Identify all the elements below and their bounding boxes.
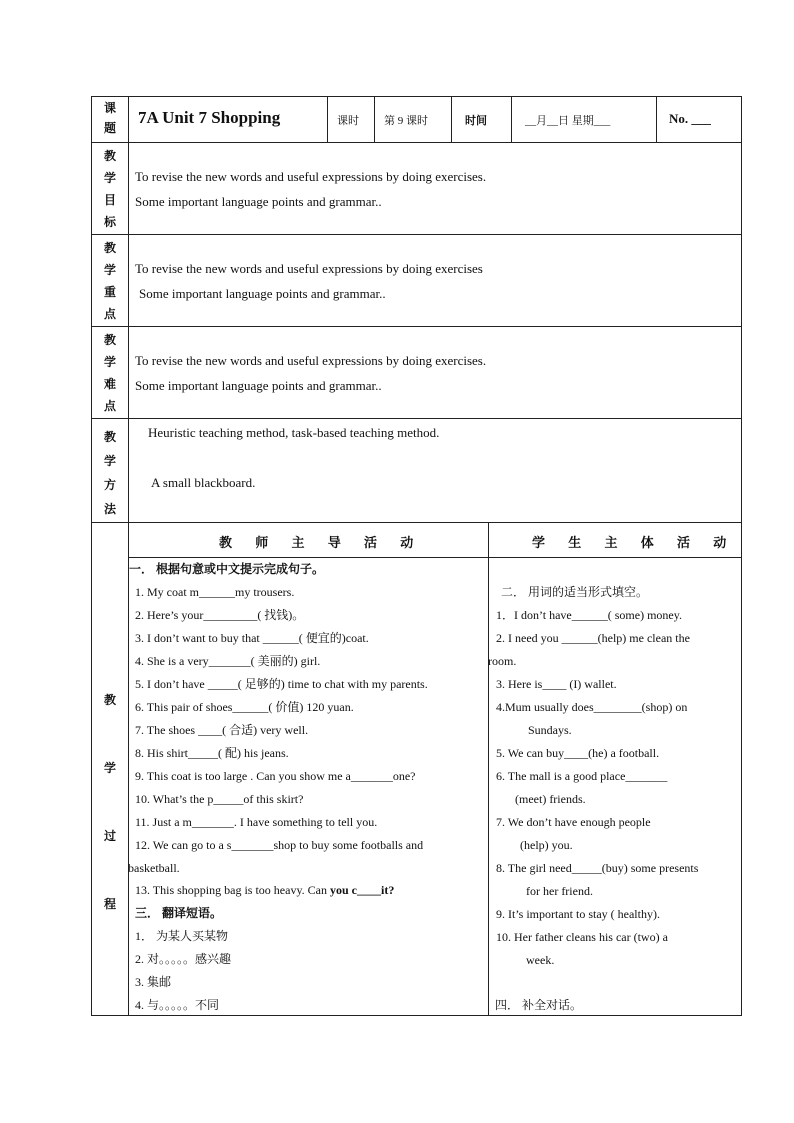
- difficulties-line-1: To revise the new words and useful expressions by doing exercises.: [135, 353, 487, 368]
- difficulties-line-2: Some important language points and grammar..: [135, 378, 382, 393]
- fill-in-item: 9. It’s important to stay ( healthy).: [496, 907, 660, 921]
- student-activity-cell: [488, 557, 742, 1016]
- exercise-item: 7. The shoes ____( 合适) very well.: [135, 723, 309, 737]
- item-13-bold: you c____it?: [330, 883, 395, 897]
- teacher-activity-cell: [128, 557, 489, 1016]
- exercise-item: 6. This pair of shoes______( 价值) 120 yuan.: [135, 700, 354, 714]
- exercise-item: 11. Just a m_______. I have something to tell you.: [135, 815, 378, 829]
- exercise-item: 3. I don’t want to buy that ______( 便宜的)coat.: [135, 631, 369, 645]
- time-label: 时间: [465, 115, 487, 127]
- lesson-plan-table: [91, 96, 742, 1016]
- fill-in-item: 4.Mum usually does________(shop) on: [496, 700, 688, 714]
- fill-in-item: 2. I need you ______(help) me clean the: [496, 631, 690, 645]
- item-13: [135, 883, 394, 898]
- phrase-item: 4. 与。。。。。不同: [135, 998, 220, 1012]
- difficulties-cell: [128, 326, 742, 419]
- fill-in-item: 10. Her father cleans his car (two) a: [496, 930, 668, 944]
- exercise-item: 2. Here’s your_________( 找钱)。: [135, 608, 305, 622]
- teacher-activity-header: 教 师 主 导 活 动: [219, 535, 424, 550]
- key-points-line-1: To revise the new words and useful expressions by doing exercises: [135, 261, 483, 276]
- fill-in-item: 8. The girl need_____(buy) some presents: [496, 861, 699, 875]
- key-points-line-2: Some important language points and grammar..: [139, 286, 386, 301]
- objectives-line-1: To revise the new words and useful expressions by doing exercises.: [135, 169, 487, 184]
- part4-title: 四． 补全对话。: [495, 998, 583, 1012]
- key-points-label: 教学重点: [103, 241, 116, 321]
- exercise-item: basketball.: [128, 861, 180, 875]
- fill-in-item: 5. We can buy____(he) a football.: [496, 746, 660, 760]
- student-activity-header: 学 生 主 体 活 动: [532, 535, 737, 550]
- exercise-item: 10. What’s the p_____of this skirt?: [135, 792, 304, 806]
- part1-title: 一． 根据句意或中文提示完成句子。: [129, 562, 325, 576]
- fill-in-item: week.: [526, 953, 555, 967]
- fill-in-item: 3. Here is____ (I) wallet.: [496, 677, 617, 691]
- phrase-item: 1． 为某人买某物: [135, 929, 229, 943]
- fill-in-item: 1．I don’t have______( some) money.: [496, 608, 682, 622]
- exercise-item: 9. This coat is too large . Can you show me a_______one?: [135, 769, 416, 783]
- methods-line-1: Heuristic teaching method, task-based teaching method.: [148, 425, 440, 440]
- phrase-item: 3. 集邮: [135, 975, 172, 989]
- fill-in-item: 7. We don’t have enough people: [496, 815, 651, 829]
- objectives-label: 教学目标: [103, 149, 116, 229]
- objectives-line-2: Some important language points and grammar..: [135, 194, 382, 209]
- fill-in-item: (meet) friends.: [515, 792, 586, 806]
- part3-title: 三． 翻译短语。: [135, 906, 223, 920]
- methods-label: 教学方法: [103, 430, 116, 516]
- number-label: No. ___: [669, 111, 711, 126]
- objectives-cell: [128, 142, 742, 235]
- fill-in-item: 6. The mall is a good place_______: [496, 769, 668, 783]
- exercise-item: 5. I don’t have _____( 足够的) time to chat with my parents.: [135, 677, 428, 691]
- fill-in-item: for her friend.: [526, 884, 593, 898]
- difficulties-label: 教学难点: [103, 333, 116, 413]
- exercise-item: 4. She is a very_______( 美丽的) girl.: [135, 654, 321, 668]
- phrase-item: 2. 对。。。。。感兴趣: [135, 952, 232, 966]
- fill-in-item: (help) you.: [520, 838, 573, 852]
- exercise-item: 1. My coat m______my trousers.: [135, 585, 295, 599]
- methods-line-2: A small blackboard.: [151, 475, 256, 490]
- topic-label: 课 题: [103, 101, 116, 135]
- period-label: 课时: [337, 115, 359, 127]
- date-value: __月__日 星期___: [525, 115, 611, 127]
- period-value: 第 9 课时: [384, 115, 428, 127]
- exercise-item: 8. His shirt_____( 配) his jeans.: [135, 746, 289, 760]
- part2-title: 二． 用词的适当形式填空。: [501, 585, 649, 599]
- fill-in-item: Sundays.: [528, 723, 572, 737]
- exercise-item: 12. We can go to a s_______shop to buy some footballs and: [135, 838, 424, 852]
- item-13-text: 13. This shopping bag is too heavy. Can: [135, 883, 330, 897]
- fill-in-item: room.: [488, 654, 517, 668]
- key-points-cell: [128, 234, 742, 327]
- process-label: 教学过程: [103, 693, 116, 911]
- lesson-title: 7A Unit 7 Shopping: [138, 108, 281, 127]
